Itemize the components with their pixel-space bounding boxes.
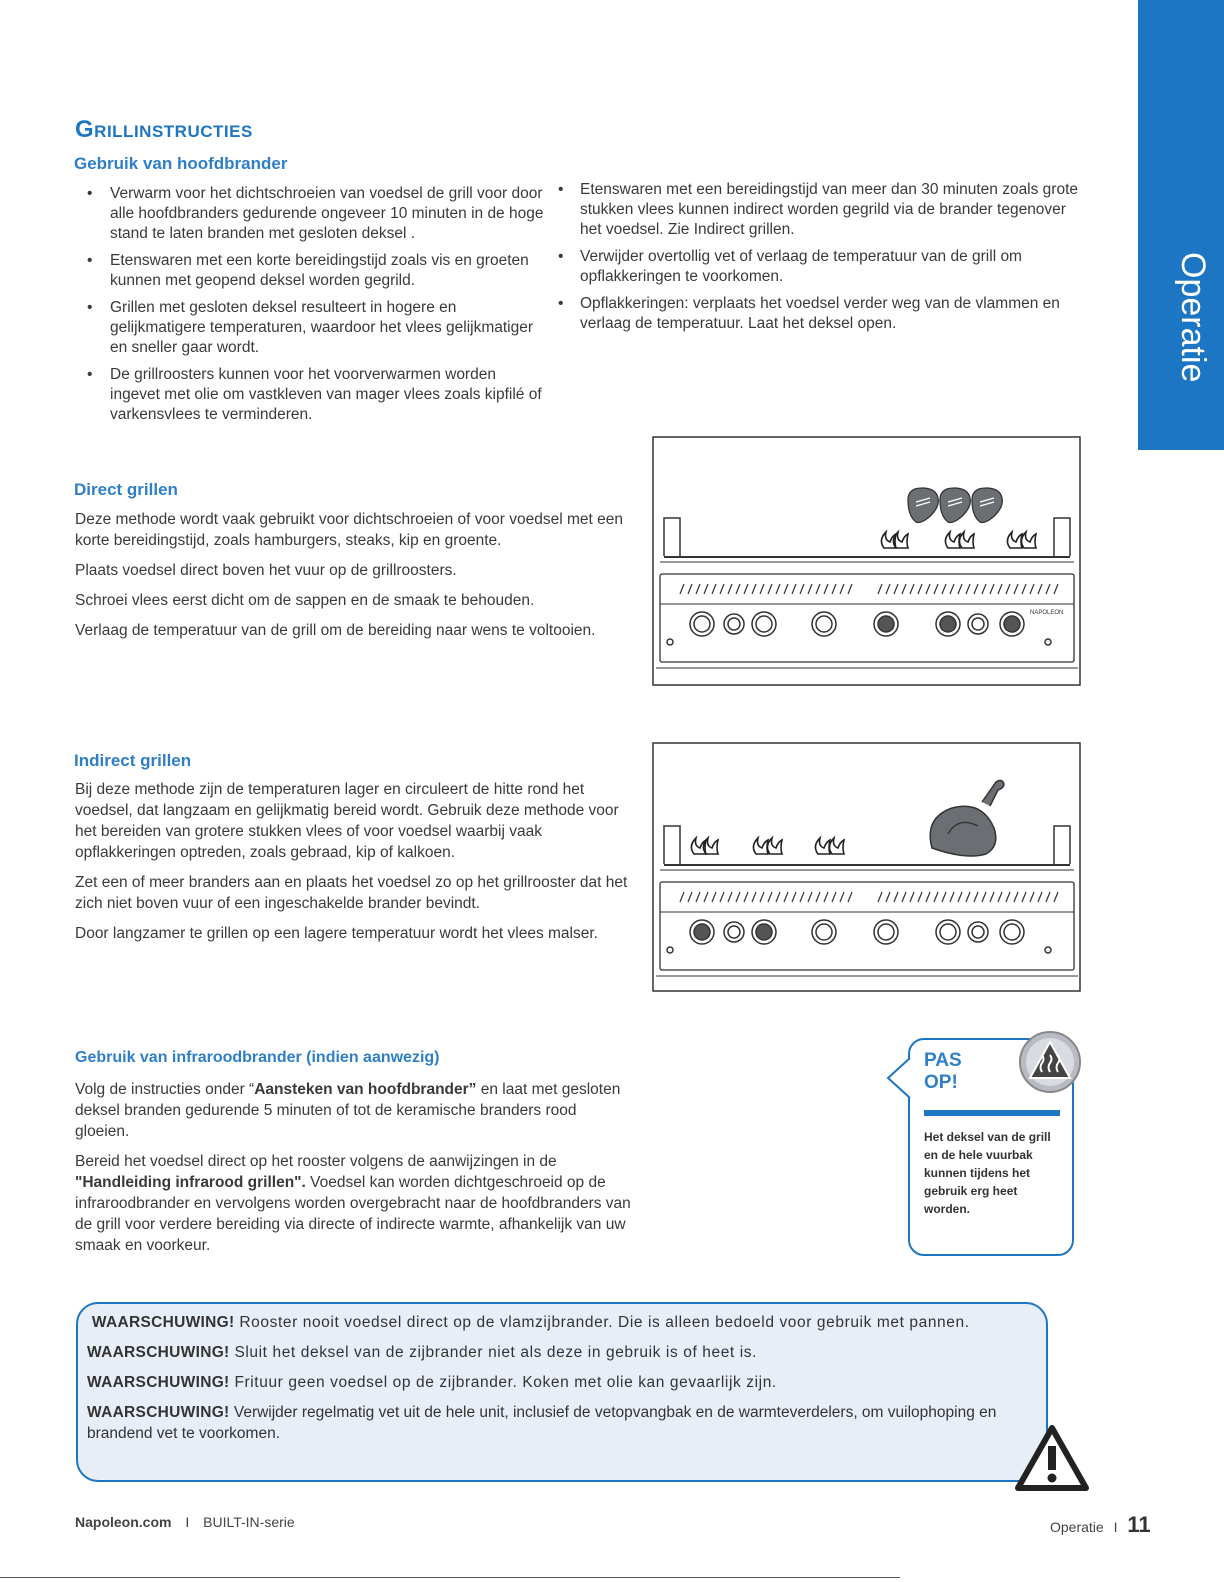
list-item: • Etenswaren met een korte bereidingstijd zoals vis en groeten kunnen met geopend deksel worden gegrild. [75, 251, 545, 291]
direct-heading: Direct grillen [74, 480, 178, 499]
page-number: 11 [1127, 1512, 1151, 1537]
direct-grill-illustration [652, 436, 1082, 692]
paragraph: Schroei vlees eerst dicht om de sappen en de smaak te behouden. [75, 592, 535, 609]
indirect-text [75, 779, 635, 953]
paragraph: Door langzamer te grillen op een lagere temperatuur wordt het vlees malser. [75, 925, 598, 942]
infrared-heading: Gebruik van infraroodbrander (indien aanwezig) [75, 1049, 440, 1066]
indirect-grill-illustration [652, 742, 1082, 998]
indirect-heading: Indirect grillen [74, 751, 192, 770]
direct-text [75, 509, 635, 650]
side-tab-label: Operatie [1174, 252, 1212, 383]
paragraph: Bij deze methode zijn de temperaturen lager en circuleert de hitte rond het voedsel, dat langzaam en gelijkmatig bereid wordt. Gebruik deze methode voor het bereiden van grotere stukken vlees of voor voedsel waarbij vaak opflakkeringen optreden, zoals gebraad, kip of kalkoen. [75, 781, 619, 861]
list-item: • Opflakkeringen: verplaats het voedsel verder weg van de vlammen en verlaag de temperatuur. Laat het deksel open. [553, 294, 1083, 334]
caution-text: Het deksel van de grill en de hele vuurbak kunnen tijdens het gebruik erg heet worden. [924, 1130, 1051, 1216]
list-item: • Etenswaren met een bereidingstijd van meer dan 30 minuten zoals grote stukken vlees kunnen indirect worden gegrild via de brander tegenover het voedsel. Zie Indirect grillen. [553, 180, 1083, 240]
infrared-text [75, 1079, 635, 1265]
warning-item: WAARSCHUWING! Frituur geen voedsel op de zijbrander. Koken met olie kan gevaarlijk zijn. [87, 1374, 777, 1391]
title-rest: RILLINSTRUCTIES [94, 122, 253, 141]
title-initial: G [75, 116, 95, 143]
main-burner-heading: Gebruik van hoofdbrander [74, 154, 288, 173]
warning-item: WAARSCHUWING! Verwijder regelmatig vet uit de hele unit, inclusief de vetopvangbak en de warmteverdelers, om vuilophoping en brandend vet te voorkomen. [87, 1404, 997, 1442]
hot-surface-icon [1018, 1030, 1082, 1094]
grill-logo: NAPOLEON [1030, 610, 1064, 616]
paragraph: Volg de instructies onder “Aansteken van hoofdbrander” en laat met gesloten deksel branden gedurende 5 minuten of tot de keramische branders rood gloeien. [75, 1081, 621, 1140]
steak-icons [908, 488, 1002, 523]
list-item: • Verwarm voor het dichtschroeien van voedsel de grill voor door alle hoofdbranders gedurende ongeveer 10 minuten in de hoge stand te laten branden met gesloten deksel . [75, 184, 545, 244]
paragraph: Zet een of meer branders aan en plaats het voedsel zo op het grillrooster dat het zich niet boven vuur of een ingeschakelde brander bevindt. [75, 874, 628, 912]
footer-site: Napoleon.com [75, 1514, 172, 1530]
footer-section: Operatie [1050, 1519, 1104, 1535]
footer-right: Operatie I 11 [1050, 1512, 1151, 1537]
warning-triangle-icon [1014, 1424, 1090, 1494]
footer-left [75, 1514, 295, 1530]
list-item: • De grillroosters kunnen voor het voorverwarmen worden ingevet met olie om vastkleven van mager vlees zoals kipfilé of varkensvlees te verminderen. [75, 365, 545, 425]
trim-line [0, 1577, 900, 1578]
footer-series: BUILT-IN-serie [203, 1514, 295, 1530]
warning-item: WAARSCHUWING! Rooster nooit voedsel direct op de vlamzijbrander. Die is alleen bedoeld voor gebruik met pannen. [91, 1314, 970, 1331]
list-item: • Grillen met gesloten deksel resulteert in hogere en gelijkmatigere temperaturen, waardoor het vlees gelijkmatiger en sneller gaar wordt. [75, 298, 545, 358]
footer-separator: I [185, 1514, 190, 1530]
paragraph: Verlaag de temperatuur van de grill om de bereiding naar wens te voltooien. [75, 622, 596, 639]
paragraph: Bereid het voedsel direct op het rooster volgens de aanwijzingen in de "Handleiding infrarood grillen". Voedsel kan worden dichtgeschroeid op de infraroodbrander en vervolgens worden overgebracht naar de hoofdbranders van de grill voor verdere bereiding via directe of indirecte warmte, afhankelijk van uw smaak en voorkeur. [75, 1153, 631, 1254]
caution-rule [924, 1110, 1060, 1116]
main-burner-right-list [553, 180, 1083, 341]
caution-title: PAS OP! [924, 1050, 962, 1093]
list-item: • Verwijder overtollig vet of verlaag de temperatuur van de grill om opflakkeringen te voorkomen. [553, 247, 1083, 287]
section-title [75, 116, 253, 144]
caution-pointer [886, 1058, 912, 1098]
paragraph: Plaats voedsel direct boven het vuur op de grillroosters. [75, 562, 457, 579]
warning-item: WAARSCHUWING! Sluit het deksel van de zijbrander niet als deze in gebruik is of heet is. [87, 1344, 758, 1361]
side-tab [1138, 0, 1224, 450]
paragraph: Deze methode wordt vaak gebruikt voor dichtschroeien of voor voedsel met een korte bereidingstijd, zoals hamburgers, steaks, kip en groente. [75, 511, 623, 549]
main-burner-left-list [75, 184, 545, 432]
warning-box [76, 1302, 1048, 1482]
